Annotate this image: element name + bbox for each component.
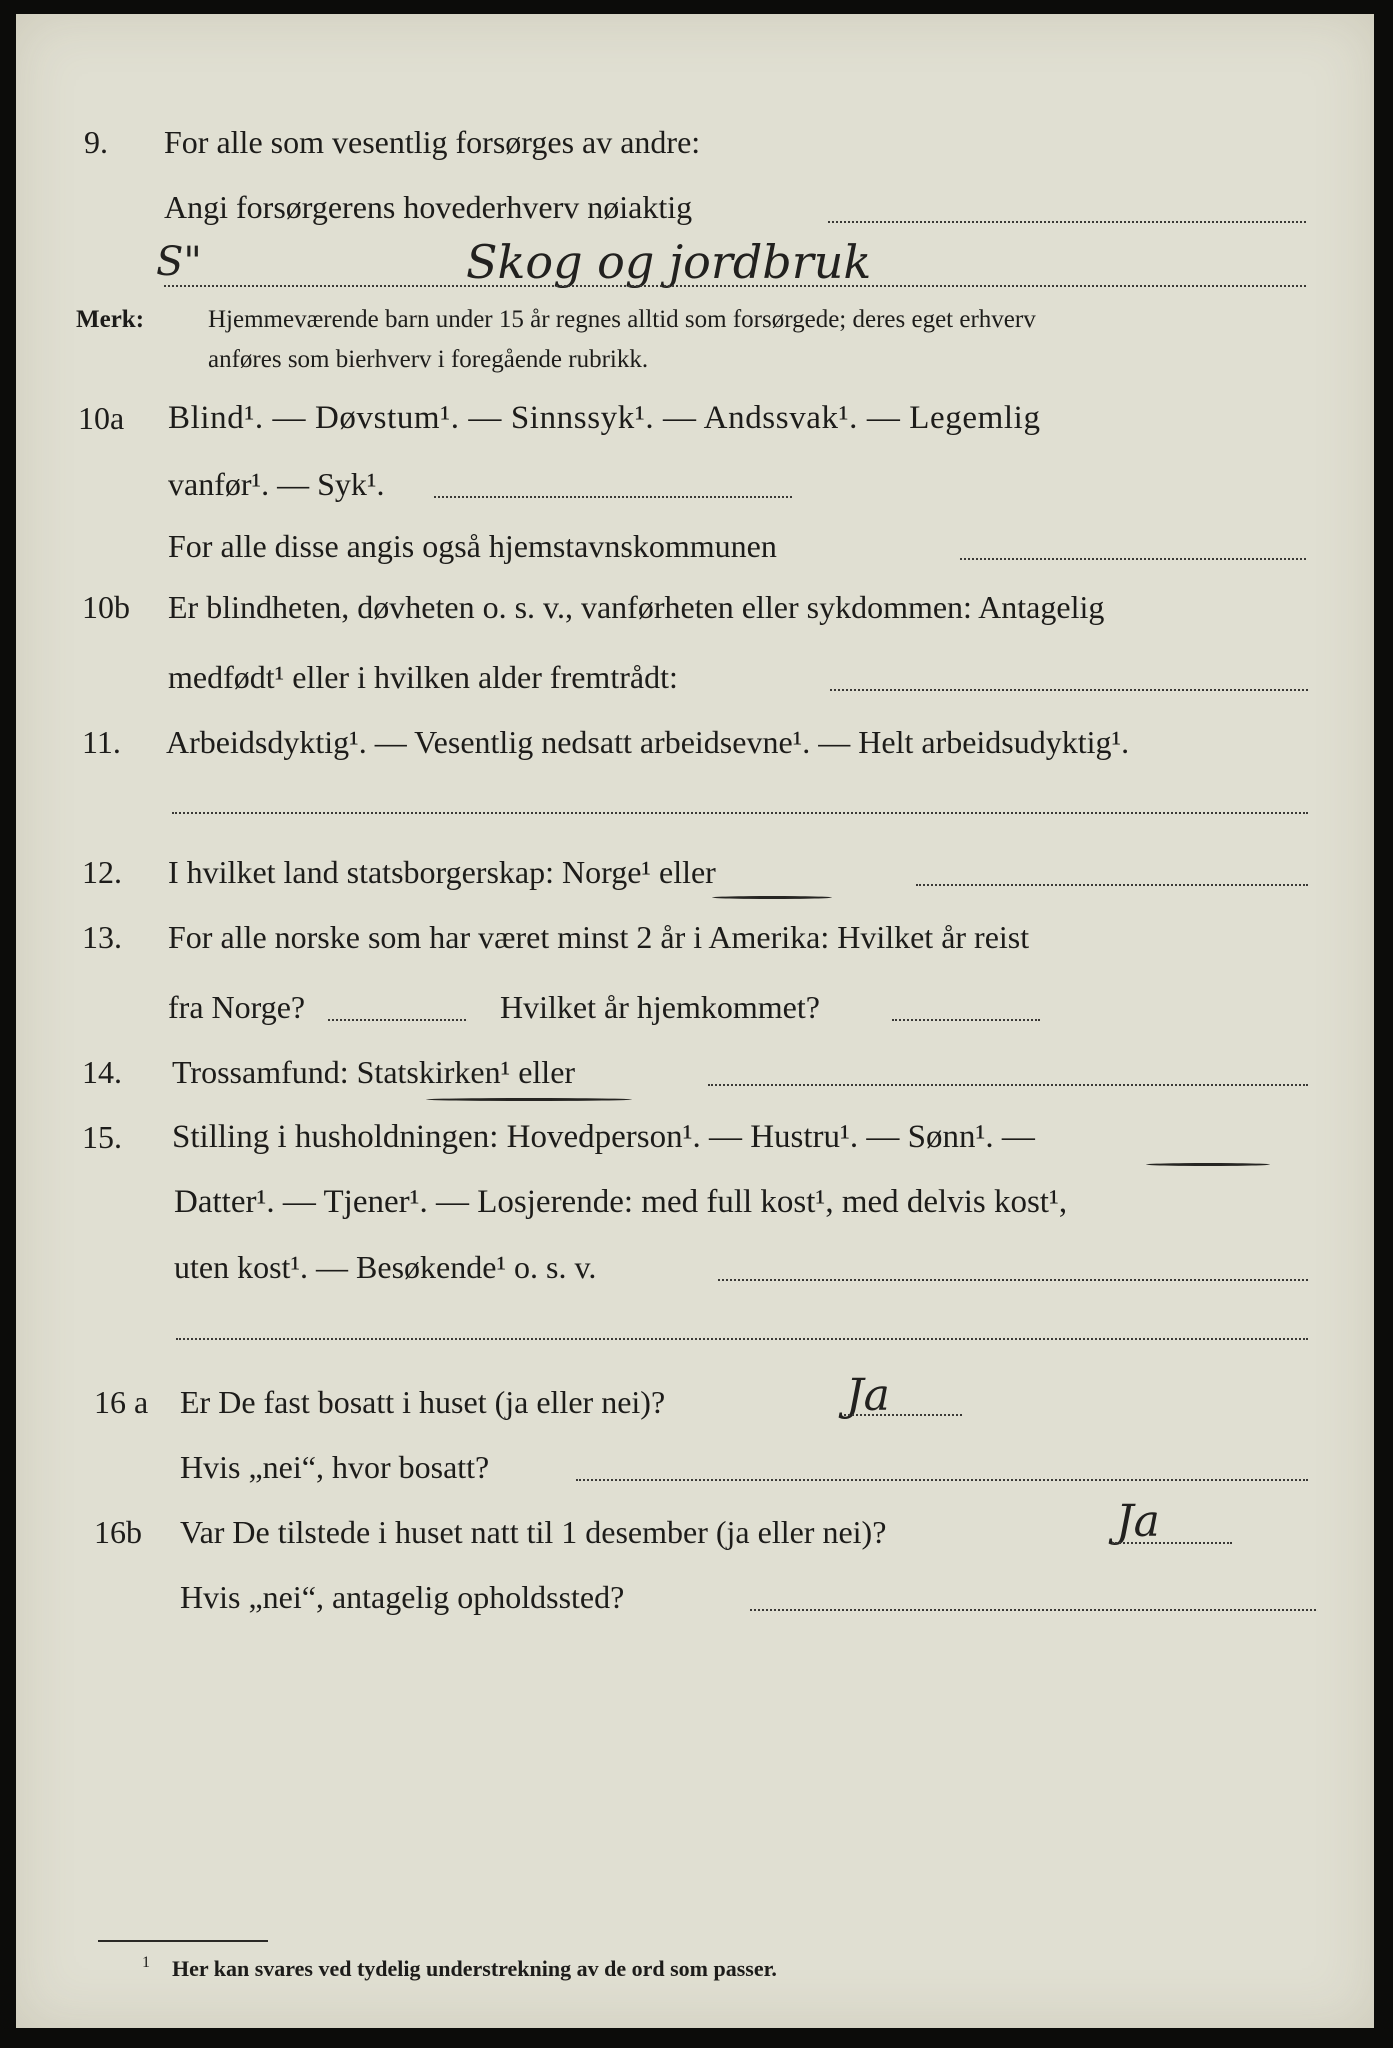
- q16a-answer-line: [844, 1414, 962, 1416]
- q10b-text-2: medfødt¹ eller i hvilken alder fremtrådt:: [168, 659, 678, 695]
- q9-answer-line-1: [828, 221, 1306, 223]
- q10a-number: 10a: [78, 400, 125, 436]
- q12-text-1: I hvilket land statsborgerskap: Norge¹ eller: [168, 854, 716, 890]
- q14-statskirken-underline: [426, 1098, 632, 1101]
- q10b-answer-line: [830, 689, 1308, 691]
- q15-sonn-underline: [1146, 1163, 1270, 1166]
- q11-number: 11.: [82, 724, 121, 760]
- q14-number: 14.: [82, 1054, 122, 1090]
- q14-text-1: Trossamfund: Statskirken¹ eller: [172, 1054, 576, 1090]
- q9-number: 9.: [84, 124, 108, 160]
- q10a-text-3: For alle disse angis også hjemstavnskommunen: [168, 528, 777, 564]
- q16a-number: 16 a: [94, 1384, 149, 1420]
- note-label: Merk:: [76, 306, 145, 333]
- q16a-text-1: Er De fast bosatt i huset (ja eller nei)?: [180, 1384, 666, 1420]
- q16a-text-2: Hvis „nei“, hvor bosatt?: [180, 1449, 490, 1485]
- q15-text-2: Datter¹. — Tjener¹. — Losjerende: med full kost¹, med delvis kost¹,: [174, 1184, 1068, 1220]
- q10a-answer-line-1: [434, 496, 792, 498]
- census-form-page: [16, 14, 1374, 2028]
- q16b-handwritten-answer: Ja: [1116, 1496, 1160, 1547]
- q10b-text-1: Er blindheten, døvheten o. s. v., vanførheten eller sykdommen: Antagelig: [168, 589, 1105, 625]
- q15-answer-line-1: [718, 1279, 1308, 1281]
- q16b-text-2: Hvis „nei“, antagelig opholdssted?: [180, 1579, 625, 1615]
- q11-answer-line: [172, 812, 1308, 814]
- q13-text-2a: fra Norge?: [168, 989, 306, 1025]
- q15-number: 15.: [82, 1119, 122, 1155]
- q15-answer-line-2: [176, 1338, 1308, 1340]
- q16a-handwritten-answer: Ja: [846, 1370, 890, 1421]
- q16b-opholdssted-line: [750, 1609, 1316, 1611]
- q9-text-1: For alle som vesentlig forsørges av andre:: [164, 124, 701, 160]
- q9-handwritten-ditto: S": [156, 239, 202, 285]
- q9-answer-line-2: [164, 285, 1306, 287]
- q14-answer-line: [708, 1084, 1308, 1086]
- q10a-answer-line-2: [960, 558, 1306, 560]
- q9-row-3: [16, 235, 1374, 309]
- footnote-marker: 1: [142, 1954, 150, 1971]
- q15-text-3: uten kost¹. — Besøkende¹ o. s. v.: [174, 1249, 597, 1285]
- note-text-2: anføres som bierhverv i foregående rubrikk.: [208, 346, 649, 373]
- footnote-rule: [98, 1940, 268, 1942]
- q16a-bosatt-line: [576, 1479, 1308, 1481]
- q16b-text-1: Var De tilstede i huset natt til 1 desember (ja eller nei)?: [180, 1514, 887, 1550]
- q13-reist-line: [328, 1019, 466, 1021]
- q13-text-2b: Hvilket år hjemkommet?: [500, 989, 820, 1025]
- note-text-1: Hjemmeværende barn under 15 år regnes alltid som forsørgede; deres eget erhverv: [208, 306, 1036, 333]
- q12-answer-line: [916, 884, 1308, 886]
- q13-number: 13.: [82, 919, 122, 955]
- q12-number: 12.: [82, 854, 122, 890]
- q11-text-1: Arbeidsdyktig¹. — Vesentlig nedsatt arbeidsevne¹. — Helt arbeidsudyktig¹.: [166, 724, 1130, 760]
- q16b-answer-line: [1112, 1542, 1232, 1544]
- q10a-text-1: Blind¹. — Døvstum¹. — Sinnssyk¹. — Andssvak¹. — Legemlig: [168, 400, 1041, 436]
- q10a-text-2: vanfør¹. — Syk¹.: [168, 466, 385, 502]
- footnote-text: Her kan svares ved tydelig understrekning av de ord som passer.: [172, 1956, 777, 1981]
- q12-norge-underline: [712, 896, 832, 899]
- q13-text-1: For alle norske som har været minst 2 år i Amerika: Hvilket år reist: [168, 919, 1030, 955]
- q9-text-2: Angi forsørgerens hovederhverv nøiaktig: [164, 189, 693, 225]
- q13-hjemkommet-line: [892, 1019, 1040, 1021]
- q9-handwritten-answer: Skog og jordbruk: [466, 235, 872, 289]
- q16b-number: 16b: [94, 1514, 142, 1550]
- q10b-number: 10b: [82, 589, 130, 625]
- q15-text-1: Stilling i husholdningen: Hovedperson¹. — Hustru¹. — Sønn¹. —: [172, 1119, 1035, 1155]
